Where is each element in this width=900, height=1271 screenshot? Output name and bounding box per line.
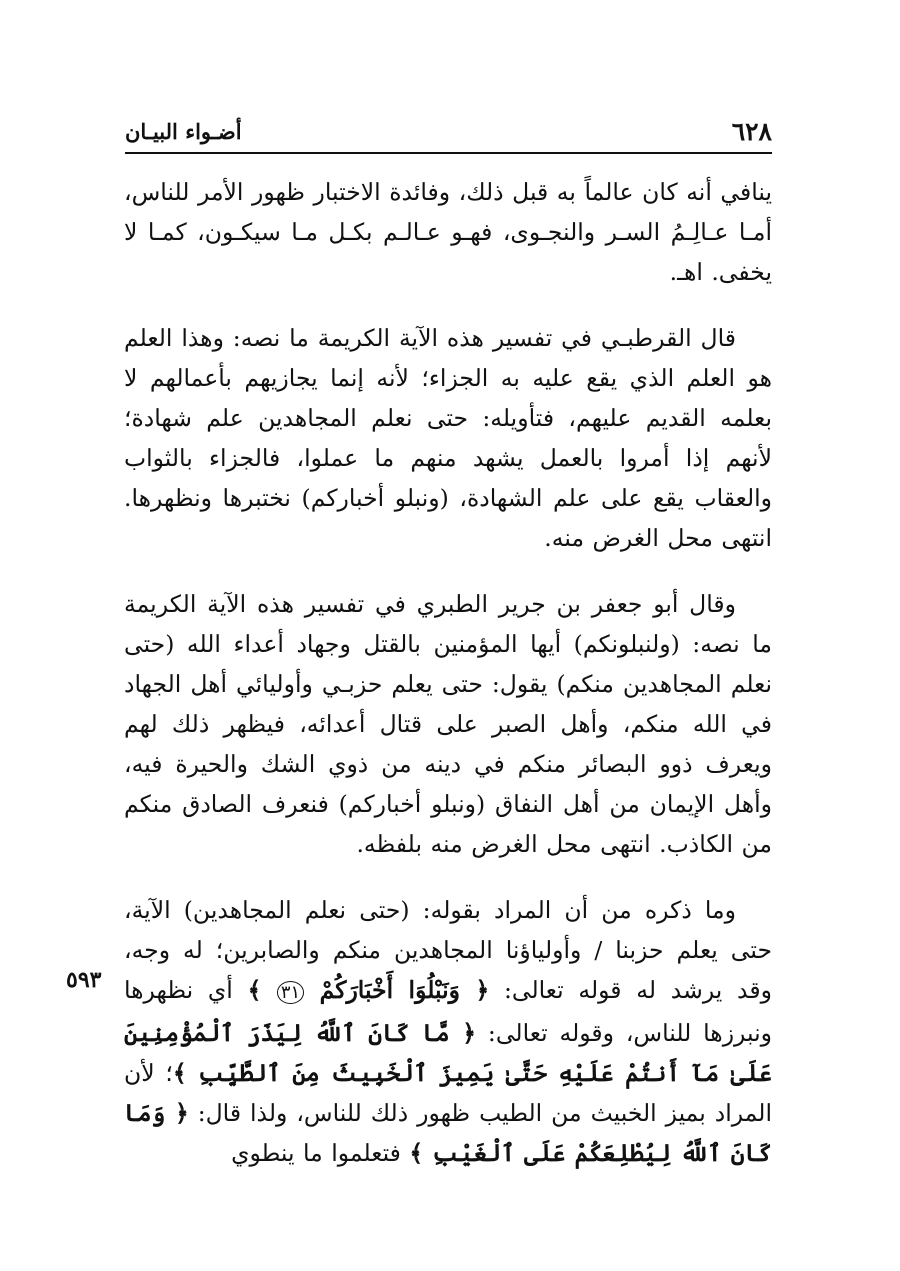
quran-quote-1-text: ﴿ وَنَبْلُوَا أَخْبَارَكُمْ xyxy=(319,976,490,1004)
paragraph-3: وقال أبو جعفر بن جرير الطبري في تفسير هذه الآية الكريمة ما نصه: (ولنبلونكم) أيها المؤمنين بالقتل وجهاد أعداء الله (حتى نعلم المجاهدين منكم) يقول: حتى يعلم حزبـي وأوليائي أهل الجهاد في الله منكم، وأهل الصبر على قتال أعدائه، فيظهر ذلك لهم ويعرف ذوو البصائر منكم في دينه من ذوي الشك والحيرة فيه، وأهل الإيمان من أهل النفاق (ونبلو أخباركم) فنعرف الصادق منكم من الكاذب. انتهى محل الغرض منه بلفظه. xyxy=(124,590,772,858)
paragraph-1: ينافي أنه كان عالماً به قبل ذلك، وفائدة الاختبار ظهور الأمر للناس، أمـا عـالِـمُ السـر والنجـوى، فهـو عـالـم بكـل مـا سيكـون، كمـا لا يخفى. اهـ. xyxy=(124,178,772,286)
paragraph-4 xyxy=(124,890,772,1173)
text-body xyxy=(124,172,772,1173)
quran-quote-3: ﴿ وَمَا كَانَ ٱللَّهُ لِيُطْلِعَكُمْ عَلَى ٱلْغَيْبِ ﴾ xyxy=(124,1099,772,1167)
page-number: ٦٢٨ xyxy=(731,117,772,146)
running-header xyxy=(125,112,772,154)
quran-quote-1-close: ﴾ xyxy=(247,976,262,1004)
paragraph-4-text-2: أي نظهرها ونبرزها للناس، وقوله تعالى: xyxy=(124,976,772,1047)
quran-quote-1 xyxy=(248,976,490,1004)
paragraph-4-text-4: فتعلموا ما ينطوي xyxy=(231,1139,401,1167)
quran-quote-2: ﴿ مَّا كَانَ ٱللَّهُ لِيَذَرَ ٱلْمُؤْمِنِينَ عَلَىٰ مَآ أَنتُمْ عَلَيْهِ حَتَّىٰ يَمِيزَ ٱلْخَبِيثَ مِنَ ٱلطَّيِّبِ ﴾ xyxy=(124,1019,772,1087)
paragraph-4-text-3: ؛ لأن المراد بميز الخبيث من الطيب ظهور ذلك للناس، ولذا قال: xyxy=(124,1059,772,1127)
paragraph-2: قال القرطبـي في تفسير هذه الآية الكريمة ما نصه: وهذا العلم هو العلم الذي يقع عليه به الجزاء؛ لأنه إنما يجازيهم بأعمالهم لا بعلمه القديم عليهم، فتأويله: حتى نعلم المجاهدين علم شهادة؛ لأنهم إذا أمروا بالعمل يشهد منهم ما عملوا، فالجزاء بالثواب والعقاب يقع على علم الشهادة، (ونبلو أخباركم) نختبرها ونظهرها. انتهى محل الغرض منه. xyxy=(124,324,772,552)
margin-page-marker: ٥٩٣ xyxy=(66,967,102,993)
book-title: أضـواء البيـان xyxy=(125,119,242,144)
paragraph-4-text-1: وما ذكره من أن المراد بقوله: (حتى نعلم المجاهدين) الآية، حتى يعلم حزبنا / وأولياؤنا المجاهدين منكم والصابرين؛ له وجه، وقد يرشد له قوله تعالى: xyxy=(124,896,772,1004)
verse-number-marker: ٣١ xyxy=(277,981,304,1004)
